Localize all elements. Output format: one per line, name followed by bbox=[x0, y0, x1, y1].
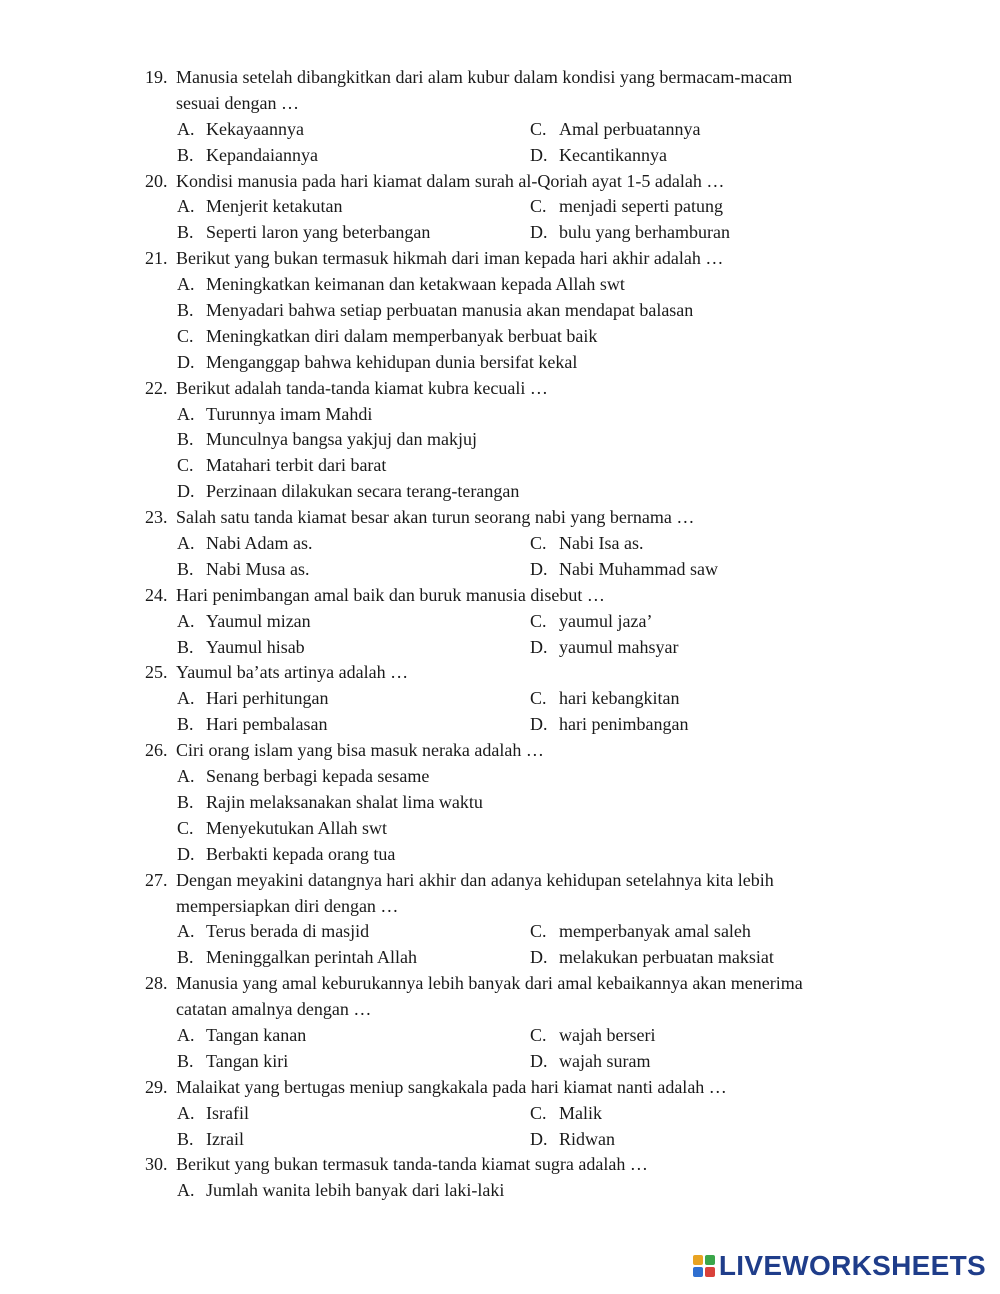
question-number: 20. bbox=[145, 170, 168, 191]
answer-option[interactable] bbox=[177, 635, 305, 661]
option-text: yaumul mahsyar bbox=[559, 636, 679, 657]
option-letter: C. bbox=[177, 325, 194, 346]
question-text-line: Malaikat yang bertugas meniup sangkakala pada hari kiamat nanti adalah … bbox=[176, 1076, 727, 1097]
option-row bbox=[145, 816, 875, 842]
question-text bbox=[145, 868, 875, 894]
option-text: wajah suram bbox=[559, 1050, 651, 1071]
answer-option[interactable] bbox=[177, 945, 417, 971]
option-text: Senang berbagi kepada sesame bbox=[206, 766, 430, 787]
question-text bbox=[145, 660, 875, 686]
option-row bbox=[145, 764, 875, 790]
answer-option[interactable] bbox=[177, 1049, 288, 1075]
question-text-line: Yaumul ba’ats artinya adalah … bbox=[176, 662, 409, 683]
answer-option[interactable] bbox=[177, 479, 519, 505]
option-row bbox=[145, 1049, 875, 1075]
question-28 bbox=[145, 971, 875, 1075]
option-letter: A. bbox=[177, 610, 195, 631]
option-letter: D. bbox=[177, 843, 195, 864]
option-letter: A. bbox=[177, 688, 195, 709]
option-text: bulu yang berhamburan bbox=[559, 222, 730, 243]
answer-option[interactable] bbox=[177, 919, 369, 945]
option-text: Munculnya bangsa yakjuj dan makjuj bbox=[206, 429, 477, 450]
question-text-line: Kondisi manusia pada hari kiamat dalam surah al-Qoriah ayat 1-5 adalah … bbox=[176, 170, 725, 191]
option-letter: C. bbox=[530, 533, 547, 554]
option-text: Kecantikannya bbox=[559, 144, 667, 165]
answer-option[interactable] bbox=[530, 945, 774, 971]
option-letter: A. bbox=[177, 196, 195, 217]
option-row bbox=[145, 194, 875, 220]
question-number: 22. bbox=[145, 377, 168, 398]
question-number: 29. bbox=[145, 1076, 168, 1097]
answer-option[interactable] bbox=[530, 117, 700, 143]
option-row bbox=[145, 686, 875, 712]
answer-option[interactable] bbox=[177, 764, 429, 790]
question-text-line: Berikut yang bukan termasuk tanda-tanda kiamat sugra adalah … bbox=[176, 1154, 648, 1175]
option-letter: B. bbox=[177, 636, 194, 657]
option-letter: A. bbox=[177, 1180, 195, 1201]
option-letter: B. bbox=[177, 558, 194, 579]
option-text: Yaumul mizan bbox=[206, 610, 311, 631]
option-letter: A. bbox=[177, 533, 195, 554]
question-23 bbox=[145, 505, 875, 583]
question-text-line: catatan amalnya dengan … bbox=[176, 999, 372, 1020]
answer-option[interactable] bbox=[530, 609, 652, 635]
option-letter: A. bbox=[177, 766, 195, 787]
option-text: Menganggap bahwa kehidupan dunia bersifat kekal bbox=[206, 351, 578, 372]
answer-option[interactable] bbox=[530, 712, 688, 738]
answer-option[interactable] bbox=[530, 1101, 602, 1127]
answer-option[interactable] bbox=[177, 194, 342, 220]
option-row bbox=[145, 117, 875, 143]
answer-option[interactable] bbox=[177, 402, 372, 428]
question-25 bbox=[145, 660, 875, 738]
option-letter: B. bbox=[177, 1050, 194, 1071]
option-row bbox=[145, 842, 875, 868]
question-text bbox=[145, 376, 875, 402]
question-text-line: sesuai dengan … bbox=[176, 92, 299, 113]
answer-option[interactable] bbox=[177, 220, 430, 246]
answer-option[interactable] bbox=[177, 1023, 306, 1049]
question-24 bbox=[145, 583, 875, 661]
option-letter: D. bbox=[530, 222, 548, 243]
question-text-line: Hari penimbangan amal baik dan buruk manusia disebut … bbox=[176, 584, 605, 605]
question-text-line: Salah satu tanda kiamat besar akan turun seorang nabi yang bernama … bbox=[176, 507, 695, 528]
option-text: Seperti laron yang beterbangan bbox=[206, 222, 431, 243]
option-letter: C. bbox=[530, 921, 547, 942]
option-row bbox=[145, 1101, 875, 1127]
option-letter: C. bbox=[530, 118, 547, 139]
option-text: Matahari terbit dari barat bbox=[206, 455, 387, 476]
option-row bbox=[145, 220, 875, 246]
option-text: memperbanyak amal saleh bbox=[559, 921, 751, 942]
answer-option[interactable] bbox=[177, 609, 311, 635]
question-number: 28. bbox=[145, 973, 168, 994]
option-letter: A. bbox=[177, 1024, 195, 1045]
question-text-continued bbox=[145, 894, 875, 920]
question-number: 30. bbox=[145, 1154, 168, 1175]
question-text bbox=[145, 738, 875, 764]
answer-option[interactable] bbox=[530, 194, 723, 220]
question-text-continued bbox=[145, 997, 875, 1023]
option-text: Meninggalkan perintah Allah bbox=[206, 947, 417, 968]
option-letter: C. bbox=[530, 196, 547, 217]
option-letter: C. bbox=[530, 610, 547, 631]
option-letter: C. bbox=[530, 688, 547, 709]
question-text-line: mempersiapkan diri dengan … bbox=[176, 895, 399, 916]
option-text: Tangan kanan bbox=[206, 1024, 307, 1045]
question-text bbox=[145, 583, 875, 609]
question-text bbox=[145, 971, 875, 997]
option-text: hari penimbangan bbox=[559, 714, 689, 735]
option-text: Menyekutukan Allah swt bbox=[206, 817, 387, 838]
option-text: wajah berseri bbox=[559, 1024, 656, 1045]
option-row bbox=[145, 350, 875, 376]
question-text-line: Berikut adalah tanda-tanda kiamat kubra kecuali … bbox=[176, 377, 548, 398]
answer-option[interactable] bbox=[530, 635, 678, 661]
answer-option[interactable] bbox=[177, 1178, 504, 1204]
answer-option[interactable] bbox=[530, 557, 718, 583]
answer-option[interactable] bbox=[177, 298, 693, 324]
option-text: Israfil bbox=[206, 1102, 249, 1123]
answer-option[interactable] bbox=[530, 1023, 655, 1049]
option-letter: C. bbox=[530, 1024, 547, 1045]
answer-option[interactable] bbox=[530, 1049, 650, 1075]
option-text: Kekayaannya bbox=[206, 118, 304, 139]
option-text: Malik bbox=[559, 1102, 602, 1123]
answer-option[interactable] bbox=[530, 919, 751, 945]
answer-option[interactable] bbox=[530, 1127, 615, 1153]
answer-option[interactable] bbox=[177, 531, 312, 557]
question-text bbox=[145, 505, 875, 531]
question-27 bbox=[145, 868, 875, 972]
answer-option[interactable] bbox=[530, 220, 730, 246]
option-row bbox=[145, 298, 875, 324]
answer-option[interactable] bbox=[177, 143, 318, 169]
option-letter: A. bbox=[177, 1102, 195, 1123]
option-row bbox=[145, 143, 875, 169]
option-text: Rajin melaksanakan shalat lima waktu bbox=[206, 791, 483, 812]
option-row bbox=[145, 712, 875, 738]
option-letter: B. bbox=[177, 144, 194, 165]
option-text: Jumlah wanita lebih banyak dari laki-laki bbox=[206, 1180, 505, 1201]
question-22 bbox=[145, 376, 875, 505]
option-letter: D. bbox=[530, 1128, 548, 1149]
option-letter: B. bbox=[177, 791, 194, 812]
question-26 bbox=[145, 738, 875, 867]
option-row bbox=[145, 1127, 875, 1153]
question-number: 23. bbox=[145, 507, 168, 528]
question-number: 26. bbox=[145, 740, 168, 761]
answer-option[interactable] bbox=[530, 686, 679, 712]
option-text: Meningkatkan keimanan dan ketakwaan kepada Allah swt bbox=[206, 274, 625, 295]
question-text bbox=[145, 246, 875, 272]
option-row bbox=[145, 919, 875, 945]
option-row bbox=[145, 479, 875, 505]
option-letter: B. bbox=[177, 222, 194, 243]
question-text-line: Manusia setelah dibangkitkan dari alam kubur dalam kondisi yang bermacam-macam bbox=[176, 67, 793, 87]
answer-option[interactable] bbox=[177, 816, 387, 842]
answer-option[interactable] bbox=[177, 350, 577, 376]
question-number: 21. bbox=[145, 248, 168, 269]
option-letter: D. bbox=[530, 714, 548, 735]
question-text-line: Ciri orang islam yang bisa masuk neraka adalah … bbox=[176, 740, 544, 761]
option-text: Nabi Muhammad saw bbox=[559, 558, 718, 579]
option-text: Berbakti kepada orang tua bbox=[206, 843, 396, 864]
option-text: Kepandaiannya bbox=[206, 144, 318, 165]
option-text: Terus berada di masjid bbox=[206, 921, 370, 942]
question-text bbox=[145, 1152, 875, 1178]
option-letter: D. bbox=[177, 351, 195, 372]
option-letter: D. bbox=[530, 144, 548, 165]
option-text: Nabi Adam as. bbox=[206, 533, 313, 554]
answer-option[interactable] bbox=[177, 117, 304, 143]
option-row bbox=[145, 609, 875, 635]
option-row bbox=[145, 1178, 875, 1204]
question-21 bbox=[145, 246, 875, 375]
option-letter: B. bbox=[177, 947, 194, 968]
option-text: Hari perhitungan bbox=[206, 688, 329, 709]
logo-text: LIVEWORKSHEETS bbox=[718, 1250, 986, 1281]
option-text: Turunnya imam Mahdi bbox=[206, 403, 373, 424]
answer-option[interactable] bbox=[177, 842, 395, 868]
option-row bbox=[145, 531, 875, 557]
question-number: 27. bbox=[145, 869, 168, 890]
option-text: Tangan kiri bbox=[206, 1050, 289, 1071]
option-letter: C. bbox=[177, 455, 194, 476]
option-letter: D. bbox=[530, 558, 548, 579]
option-row bbox=[145, 272, 875, 298]
question-number: 25. bbox=[145, 662, 168, 683]
answer-option[interactable] bbox=[177, 272, 625, 298]
option-letter: C. bbox=[177, 817, 194, 838]
logo-mark-square bbox=[705, 1267, 715, 1277]
answer-option[interactable] bbox=[177, 557, 309, 583]
option-row bbox=[145, 402, 875, 428]
question-text-line: Berikut yang bukan termasuk hikmah dari iman kepada hari akhir adalah … bbox=[176, 248, 724, 269]
logo-mark-square bbox=[693, 1255, 703, 1265]
question-30 bbox=[145, 1152, 875, 1204]
option-letter: D. bbox=[177, 481, 195, 502]
question-number: 24. bbox=[145, 584, 168, 605]
option-text: Menjerit ketakutan bbox=[206, 196, 343, 217]
option-letter: A. bbox=[177, 274, 195, 295]
option-text: hari kebangkitan bbox=[559, 688, 680, 709]
logo-mark-square bbox=[705, 1255, 715, 1265]
option-letter: D. bbox=[530, 636, 548, 657]
option-row bbox=[145, 427, 875, 453]
option-row bbox=[145, 790, 875, 816]
option-text: Menyadari bahwa setiap perbuatan manusia akan mendapat balasan bbox=[206, 300, 694, 321]
question-text-line: Dengan meyakini datangnya hari akhir dan adanya kehidupan setelahnya kita lebih bbox=[176, 869, 774, 890]
question-19 bbox=[145, 65, 875, 169]
option-letter: C. bbox=[530, 1102, 547, 1123]
answer-option[interactable] bbox=[177, 427, 477, 453]
worksheet bbox=[145, 65, 875, 1204]
question-text-line: Manusia yang amal keburukannya lebih banyak dari amal kebaikannya akan menerima bbox=[176, 973, 803, 994]
option-text: Ridwan bbox=[559, 1128, 615, 1149]
option-row bbox=[145, 635, 875, 661]
question-number: 19. bbox=[145, 67, 168, 87]
option-letter: B. bbox=[177, 1128, 194, 1149]
question-text bbox=[145, 169, 875, 195]
answer-option[interactable] bbox=[177, 324, 597, 350]
option-letter: D. bbox=[530, 1050, 548, 1071]
option-letter: B. bbox=[177, 714, 194, 735]
answer-option[interactable] bbox=[177, 1127, 244, 1153]
option-text: Nabi Isa as. bbox=[559, 533, 644, 554]
option-text: Nabi Musa as. bbox=[206, 558, 310, 579]
question-text bbox=[145, 65, 875, 91]
answer-option[interactable] bbox=[177, 790, 483, 816]
option-text: Izrail bbox=[206, 1128, 244, 1149]
option-text: Yaumul hisab bbox=[206, 636, 305, 657]
answer-option[interactable] bbox=[177, 686, 328, 712]
answer-option[interactable] bbox=[177, 1101, 249, 1127]
option-letter: B. bbox=[177, 429, 194, 450]
option-letter: B. bbox=[177, 300, 194, 321]
option-letter: A. bbox=[177, 403, 195, 424]
option-text: Meningkatkan diri dalam memperbanyak berbuat baik bbox=[206, 325, 598, 346]
answer-option[interactable] bbox=[530, 531, 643, 557]
option-text: Amal perbuatannya bbox=[559, 118, 701, 139]
option-text: yaumul jaza’ bbox=[559, 610, 653, 631]
question-29 bbox=[145, 1075, 875, 1153]
option-text: melakukan perbuatan maksiat bbox=[559, 947, 774, 968]
answer-option[interactable] bbox=[530, 143, 667, 169]
answer-option[interactable] bbox=[177, 712, 327, 738]
liveworksheets-logo[interactable] bbox=[693, 1246, 986, 1286]
option-row bbox=[145, 324, 875, 350]
answer-option[interactable] bbox=[177, 453, 386, 479]
option-text: Perzinaan dilakukan secara terang-terangan bbox=[206, 481, 520, 502]
question-text bbox=[145, 1075, 875, 1101]
option-letter: A. bbox=[177, 921, 195, 942]
logo-mark-square bbox=[693, 1267, 703, 1277]
option-row bbox=[145, 453, 875, 479]
liveworksheets-logo-icon bbox=[693, 1255, 715, 1277]
question-20 bbox=[145, 169, 875, 247]
option-text: Hari pembalasan bbox=[206, 714, 328, 735]
option-row bbox=[145, 1023, 875, 1049]
option-letter: D. bbox=[530, 947, 548, 968]
option-letter: A. bbox=[177, 118, 195, 139]
question-text-continued bbox=[145, 91, 875, 117]
option-text: menjadi seperti patung bbox=[559, 196, 723, 217]
option-row bbox=[145, 557, 875, 583]
option-row bbox=[145, 945, 875, 971]
